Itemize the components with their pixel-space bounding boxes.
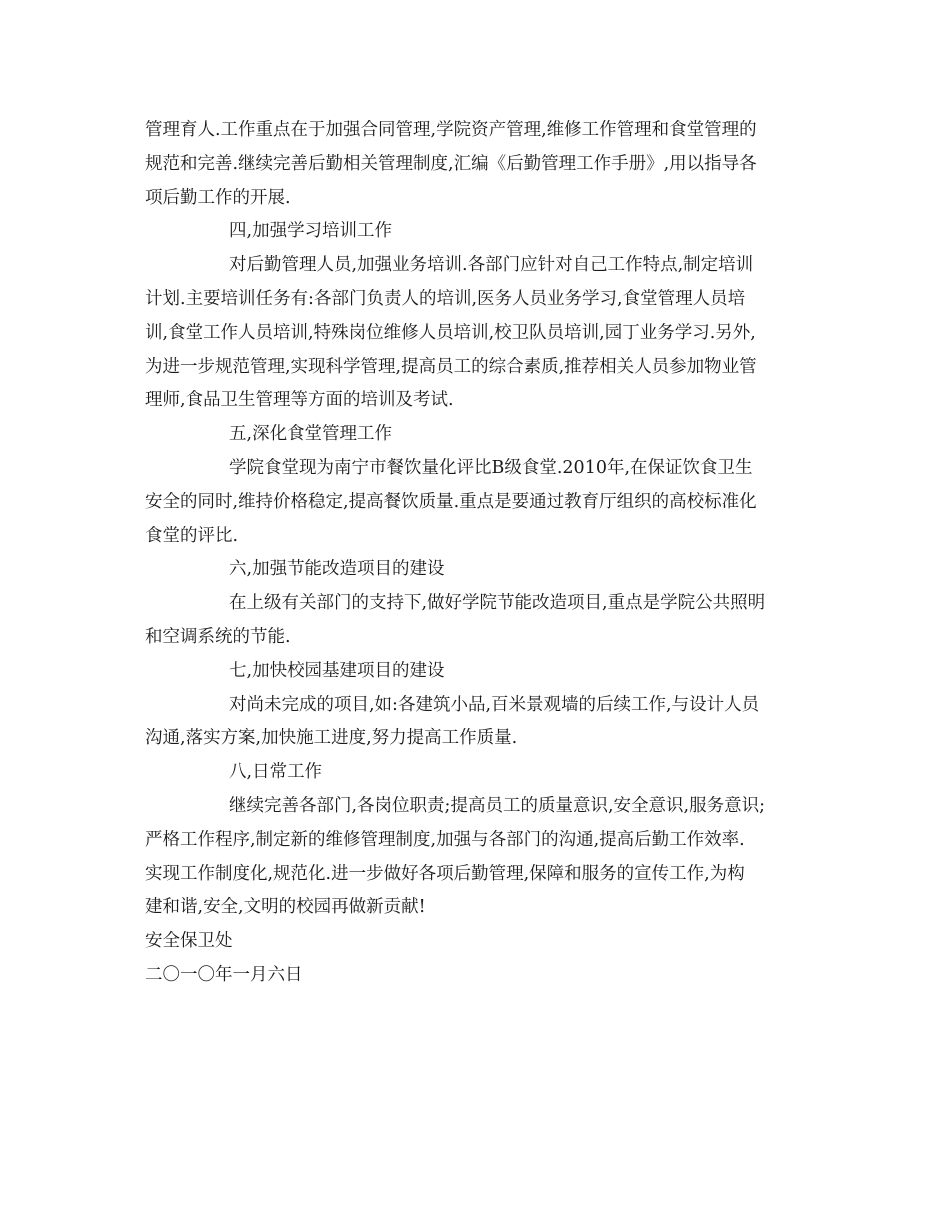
paragraph-line: 安全的同时,维持价格稳定,提高餐饮质量.重点是要通过教育厅组织的高校标准化 xyxy=(145,491,757,512)
paragraph-line-indented: 七,加快校园基建项目的建设 xyxy=(229,660,445,681)
paragraph-line-indented: 继续完善各部门,各岗位职责;提高员工的质量意识,安全意识,服务意识; xyxy=(229,795,765,816)
paragraph-line: 和空调系统的节能. xyxy=(145,626,291,647)
paragraph-line: 严格工作程序,制定新的维修管理制度,加强与各部门的沟通,提高后勤工作效率. xyxy=(145,829,745,850)
paragraph-lines xyxy=(145,114,820,925)
paragraph-line: 为进一步规范管理,实现科学管理,提高员工的综合素质,推荐相关人员参加物业管 xyxy=(145,356,757,377)
paragraph-line-indented: 对后勤管理人员,加强业务培训.各部门应针对自己工作特点,制定培训 xyxy=(229,255,754,276)
paragraph-line: 训,食堂工作人员培训,特殊岗位维修人员培训,校卫队员培训,园丁业务学习.另外, xyxy=(145,322,756,343)
paragraph-line-indented: 对尚未完成的项目,如:各建筑小品,百米景观墙的后续工作,与设计人员 xyxy=(229,694,760,715)
paragraph-line: 计划.主要培训任务有:各部门负责人的培训,医务人员业务学习,食堂管理人员培 xyxy=(145,288,746,309)
paragraph-line-indented: 五,深化食堂管理工作 xyxy=(229,424,393,445)
paragraph-line-indented: 八,日常工作 xyxy=(229,762,323,783)
paragraph-line-indented: 四,加强学习培训工作 xyxy=(229,221,393,242)
paragraph-line: 理师,食品卫生管理等方面的培训及考试. xyxy=(145,390,454,411)
paragraph-line: 项后勤工作的开展. xyxy=(145,187,291,208)
paragraph-line: 管理育人.工作重点在于加强合同管理,学院资产管理,维修工作管理和食堂管理的 xyxy=(145,120,757,140)
paragraph-line-indented: 学院食堂现为南宁市餐饮量化评比B级食堂.2010年,在保证饮食卫生 xyxy=(229,457,753,478)
signature-date: 二〇一〇年一月六日 xyxy=(145,964,303,985)
document-body xyxy=(145,114,820,993)
paragraph-line-indented: 在上级有关部门的支持下,做好学院节能改造项目,重点是学院公共照明 xyxy=(229,593,766,614)
paragraph-line: 规范和完善.继续完善后勤相关管理制度,汇编《后勤管理工作手册》,用以指导各 xyxy=(145,153,757,174)
paragraph-line: 沟通,落实方案,加快施工进度,努力提高工作质量. xyxy=(145,728,518,749)
paragraph-line: 实现工作制度化,规范化.进一步做好各项后勤管理,保障和服务的宣传工作,为构 xyxy=(145,863,745,884)
signature-department: 安全保卫处 xyxy=(145,931,233,952)
paragraph-line-indented: 六,加强节能改造项目的建设 xyxy=(229,559,445,580)
paragraph-line: 食堂的评比. xyxy=(145,525,239,546)
paragraph-line: 建和谐,安全,文明的校园再做新贡献! xyxy=(145,897,426,918)
